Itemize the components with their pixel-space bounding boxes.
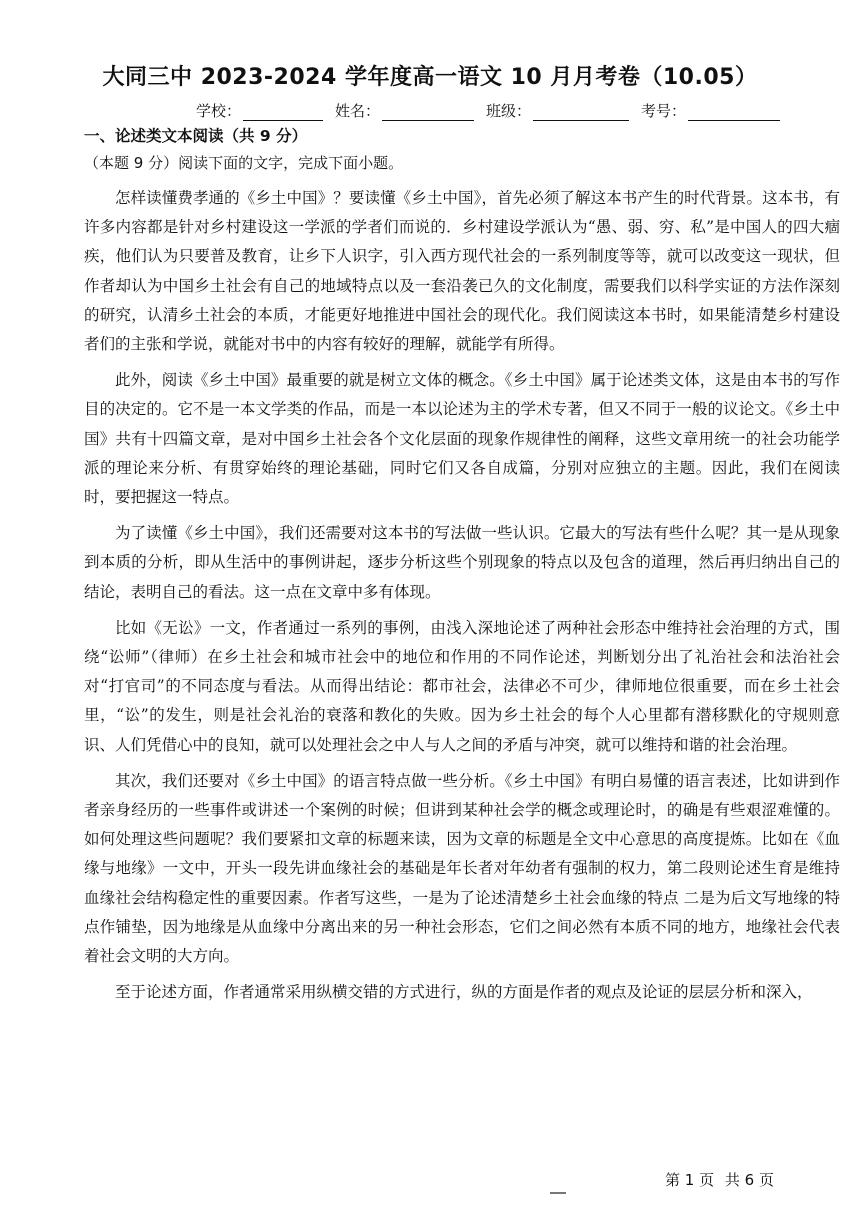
page-number: 第 1 页 (665, 1171, 715, 1189)
exam-number-field (641, 100, 780, 121)
page-total: 共 6 页 (724, 1171, 774, 1189)
paragraph: 其次，我们还要对《乡土中国》的语言特点做一些分析。《乡土中国》有明白易懂的语言表述，比如讲到作者亲身经历的一些事件或讲述一个案例的时候；但讲到某种社会学的概念或理论时，的确是有些艰涩难懂的。如何处理这些问题呢？我们要紧扣文章的标题来读，因为文章的标题是全文中心意思的高度提炼。比如在《血缘与地缘》一文中，开头一段先讲血缘社会的基础是年长者对年幼者有强制的权力，第二段则论述生育是维持血缘社会结构稳定性的重要因素。作者写这些，一是为了论述清楚乡土社会血缘的特点 二是为后文写地缘的特点作铺垫，因为地缘是从血缘中分离出来的另一种社会形态，它们之间必然有本质不同的地方，地缘社会代表着社会文明的大方向。 (84, 771, 840, 966)
class-field (486, 100, 629, 121)
exam-number-label: 考号： (641, 102, 687, 120)
section-heading: 一、论述类文本阅读（共 9 分） (84, 127, 308, 145)
paragraph: 此外，阅读《乡土中国》最重要的就是树立文体的概念。《乡土中国》属于论述类文体，这是由本书的写作目的决定的。它不是一本文学类的作品，而是一本以论述为主的学术专著，但又不同于一般的议论文。《乡土中国》共有十四篇文章，是对中国乡土社会各个文化层面的现象作规律性的阐释，这些文章用统一的社会功能学派的理论来分析、有贯穿始终的理论基础，同时它们又各自成篇，分别对应独立的主题。因此，我们在阅读时，要把握这一特点。 (84, 371, 840, 507)
school-label: 学校： (196, 102, 242, 120)
paragraph: 至于论述方面，作者通常采用纵横交错的方式进行，纵的方面是作者的观点及论证的层层分析和深入， (115, 983, 813, 1002)
paragraph: 怎样读懂费孝通的《乡土中国》？要读懂《乡土中国》，首先必须了解这本书产生的时代背景。这本书，有许多内容都是针对乡村建设这一学派的学者们而说的．乡村建设学派认为“愚、弱、穷、私”是中国人的四大痼疾，他们认为只要普及教育，让乡下人识字，引入西方现代社会的一系列制度等等，就可以改变这一现状，但作者却认为中国乡土社会有自己的地域特点以及一套沿袭已久的文化制度，需要我们以科学实证的方法作深刻的研究，认清乡土社会的本质，才能更好地推进中国社会的现代化。我们阅读这本书时，如果能清楚乡村建设者们的主张和学说，就能对书中的内容有较好的理解，就能学有所得。 (84, 189, 840, 354)
class-blank (533, 104, 629, 121)
reading-passage (84, 184, 840, 1014)
exam-number-blank (688, 104, 780, 121)
class-label: 班级： (486, 102, 532, 120)
name-field (335, 100, 474, 121)
name-label: 姓名： (335, 102, 381, 120)
school-blank (243, 104, 323, 121)
paragraph: 为了读懂《乡土中国》，我们还需要对这本书的写法做一些认识。它最大的写法有些什么呢？其一是从现象到本质的分析，即从生活中的事例讲起，逐步分析这些个别现象的特点以及包含的道理，然后再归纳出自己的结论，表明自己的看法。这一点在文章中多有体现。 (84, 524, 840, 601)
name-blank (382, 104, 474, 121)
student-info-row (196, 100, 786, 121)
section-instruction: （本题 9 分）阅读下面的文字，完成下面小题。 (84, 154, 404, 172)
exam-title: 大同三中 2023-2024 学年度高一语文 10 月月考卷（10.05） (102, 65, 758, 90)
scan-mark (550, 1192, 566, 1194)
paragraph: 比如《无讼》一文，作者通过一系列的事例，由浅入深地论述了两种社会形态中维持社会治理的方式，围绕“讼师”（律师）在乡土社会和城市社会中的地位和作用的不同作论述，判断划分出了礼治社会和法治社会对“打官司”的不同态度与看法。从而得出结论：都市社会，法律必不可少，律师地位很重要，而在乡土社会里，“讼”的发生，则是社会礼治的衰落和教化的失败。因为乡土社会的每个人心里都有潜移默化的守规则意识、人们凭借心中的良知，就可以处理社会之中人与人之间的矛盾与冲突，就可以维持和谐的社会治理。 (84, 618, 840, 754)
school-field (196, 100, 323, 121)
page-footer (659, 1169, 774, 1190)
